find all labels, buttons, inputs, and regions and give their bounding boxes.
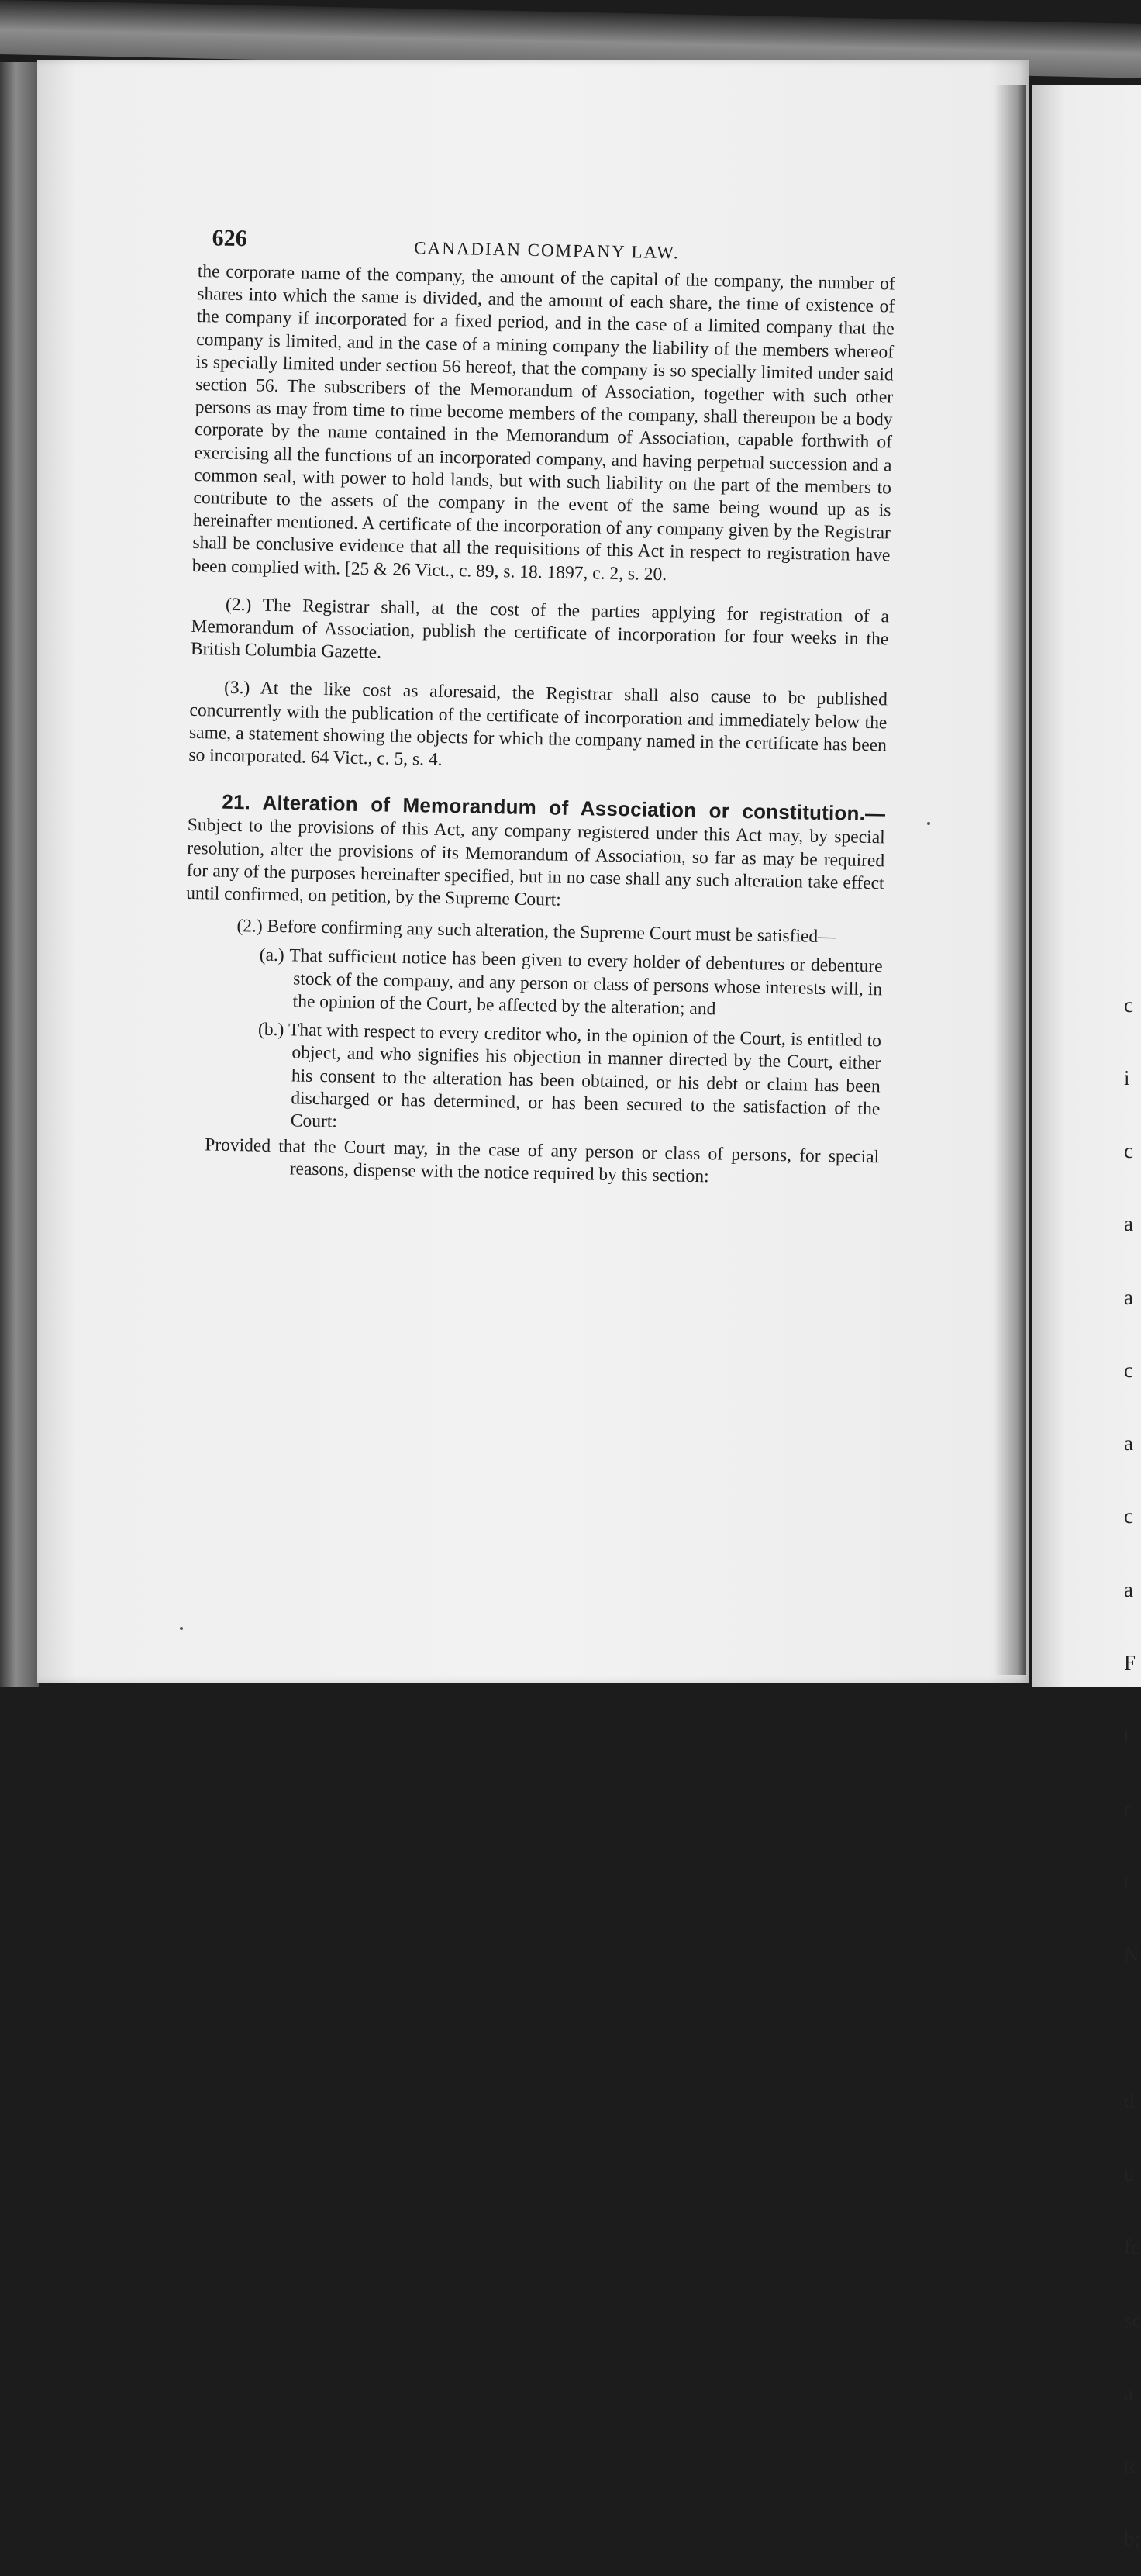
bleed-line: t: [1124, 1870, 1130, 1894]
paper-speck: [927, 822, 930, 825]
bleed-line: c: [1124, 993, 1133, 1017]
bleed-line: [1124, 2016, 1141, 2040]
section-heading: 21. Alteration of Memorandum of Association or constitution.—: [222, 789, 886, 826]
clause-a: (a.) That sufficient notice has been given to every holder of debentures or debenture stock of the company, and any person or class of persons whose interests will, in the opinion of the Court, be affected by the alteration; and: [259, 945, 883, 1020]
bleed-line: c: [1124, 1139, 1133, 1163]
clause-b: (b.) That with respect to every creditor who, in the opinion of the Court, is entitled to object, and who signifies his objection in manner directed by the Court, either his consent to the alteration has been obtained, or his debt or claim has been discharged or has determined, or has been secured to the satisfaction of the Court:: [257, 1019, 882, 1132]
subsection-2-requirements: (2.) Before confirming any such alteration, the Supreme Court must be satisfied—: [236, 916, 836, 948]
bleed-line: i: [1124, 1066, 1130, 1090]
paragraph-subsection-3: (3.) At the like cost as aforesaid, the Registrar shall also cause to be published concurrently with the publication of the certificate of incorporation and immediately below the same, a statement showing the objects for which the company named in the certificate has been so incorporated. 64 Vict., c. 5, s. 4.: [188, 678, 888, 770]
bleed-line: sc: [1124, 2308, 1141, 2332]
bleed-line: N: [1124, 1942, 1139, 1967]
bleed-line: a: [1124, 2381, 1133, 2405]
paragraph-subsection-2: (2.) The Registrar shall, at the cost of the parties applying for registration of a Memorandum of Association, publish the certificate of incorporation for four weeks in the British Columbia Gazette.: [190, 594, 890, 663]
page-content: [181, 225, 895, 1192]
bleed-line: tc: [1124, 2454, 1139, 2478]
bleed-line: c: [1124, 1797, 1133, 1821]
section-21-text: Subject to the provisions of this Act, any company registered under this Act may, by special resolution, alter the provisions of its Memorandum of Association, so far as may be required for any of the purposes hereinafter specified, but in no case shall any such alteration take effect until confirmed, on petition, by the Supreme Court:: [185, 815, 885, 910]
bleed-line: a: [1124, 1212, 1133, 1236]
bleed-line: a: [1124, 1285, 1133, 1309]
bleed-line: t: [1124, 1724, 1130, 1747]
section-21: [186, 790, 886, 917]
bleed-line: F: [1124, 1650, 1136, 1674]
running-head: CANADIAN COMPANY LAW.: [414, 238, 680, 263]
paper-speck: [180, 1627, 183, 1630]
book-left-edge: [0, 62, 39, 1687]
bleed-line: d: [1124, 2089, 1135, 2113]
facing-page-text-fragments: [1124, 944, 1141, 2576]
bleed-line: c: [1124, 1504, 1133, 1528]
page-number: 626: [212, 225, 247, 252]
bleed-line: a: [1124, 1577, 1133, 1601]
bleed-line: u: [1124, 2162, 1135, 2186]
bleed-line: a: [1124, 1431, 1133, 1455]
bleed-line: c: [1124, 1358, 1133, 1382]
bleed-line: fc: [1124, 2235, 1140, 2259]
paragraph-continuation: the corporate name of the company, the amount of the capital of the company, the number of shares into which the same is divided, and the amount of each share, the time of existence of the company if incorporated for a fixed period, and in the case of a limited company that the company is limited, and in the case of a mining company the liability of the members whereof is specially limited under section 56 hereof, that the company is so specially limited under said section 56. The subscribers of the Memorandum of Association, together with such other persons as may from time to time become members of the company, shall thereupon be a body corporate by the name contained in the Memorandum of Association, capable forthwith of exercising all the functions of an incorporated company, and having perpetual succession and a common seal, with power to hold lands, but with such liability on the part of the members to contribute to the assets of the company in the event of the same being wound up as is hereinafter mentioned. A certificate of the incorporation of any company given by the Registrar shall be conclusive evidence that all the requisitions of this Act in respect to registration have been complied with. [25 & 26 Vict., c. 89, s. 18. 1897, c. 2, s. 20.: [191, 261, 895, 585]
proviso: Provided that the Court may, in the case of any person or class of persons, for special reasons, dispense with the notice required by this section:: [205, 1134, 880, 1187]
bleed-line: b;: [1124, 2527, 1141, 2551]
page-gutter-shadow: [995, 85, 1026, 1675]
